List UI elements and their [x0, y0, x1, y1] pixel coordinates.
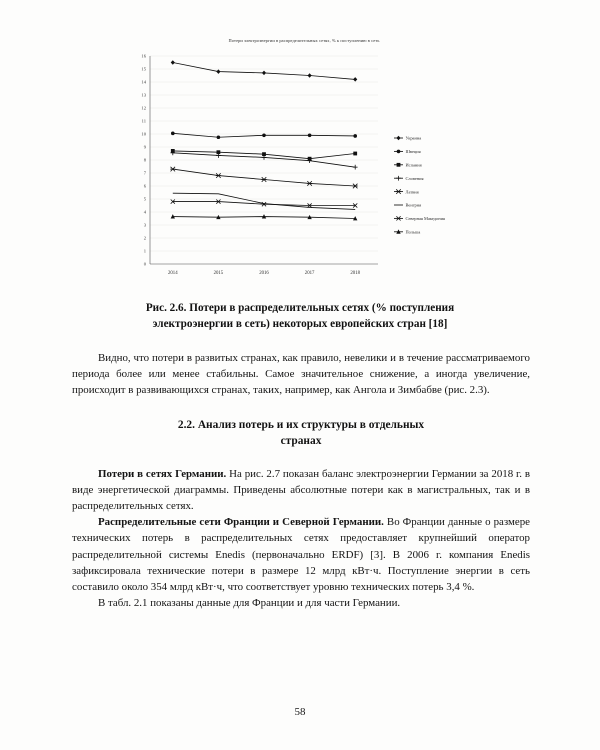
- y-axis-tick-label: 11: [141, 118, 146, 124]
- y-axis-tick-label: 3: [143, 222, 146, 228]
- y-axis-tick-label: 12: [141, 105, 146, 111]
- legend-label: Швеция: [405, 149, 421, 155]
- paragraph-germany: [72, 466, 530, 515]
- paragraph-france-text: Во Франции данные о размере технических потерь в распределительных сетях предоставляет крупнейший оператор распределительной системы Enedis (первоначально ERDF) [3]. В 2006 г. компания Enedis зафиксировала технические потери в размере 12 млрд кВт·ч. Поступление энергии в сеть составило около 354 млрд кВт·ч, что соответствует уровню технических потерь 3,4 %.: [72, 516, 531, 594]
- x-axis-tick-label: 2014: [168, 271, 178, 276]
- legend-label: Венгрия: [405, 202, 422, 208]
- line-chart: [128, 50, 480, 290]
- paragraph-germany-text: На рис. 2.7 показан баланс электроэнергии Германии за 2018 г. в виде энергетической диаграммы. Приведены абсолютные потери как в магистральных, так и в распределительных сетях.: [72, 467, 531, 513]
- legend-label: Испания: [405, 162, 422, 168]
- x-axis-tick-label: 2018: [350, 271, 360, 276]
- legend-item: [394, 216, 445, 221]
- chart-title: Потери электроэнергии в распределительных сетях, % к поступлению в сеть: [228, 38, 380, 43]
- chart-series: [171, 60, 358, 81]
- figure-caption: [98, 300, 502, 332]
- x-axis-tick-label: 2015: [213, 271, 224, 276]
- legend-item: [394, 176, 424, 181]
- y-axis-tick-label: 4: [143, 209, 146, 215]
- y-axis-tick-label: 5: [143, 196, 146, 202]
- y-axis-tick-label: 9: [143, 144, 146, 150]
- legend-item: [394, 136, 421, 141]
- y-axis-tick-label: 7: [143, 170, 146, 176]
- x-axis-tick-label: 2016: [259, 271, 269, 276]
- section-heading-2-2: [72, 417, 530, 450]
- y-axis-tick-label: 16: [141, 53, 146, 59]
- x-axis-tick-label: 2017: [304, 271, 315, 276]
- y-axis-tick-label: 2: [143, 235, 146, 241]
- legend-label: Латвия: [405, 189, 419, 195]
- y-axis-tick-label: 10: [141, 131, 146, 137]
- legend-label: Северная Македония: [405, 216, 445, 222]
- paragraph-france-lead: Распределительные сети Франции и Северной Германии.: [98, 516, 384, 529]
- legend-label: Украина: [405, 135, 422, 141]
- y-axis-tick-label: 15: [141, 66, 146, 72]
- figure-2-6: [128, 38, 480, 290]
- legend-item: [394, 149, 421, 154]
- page-number: 58: [294, 706, 306, 718]
- chart-plot-area: [128, 50, 480, 290]
- legend-label: Словения: [405, 175, 424, 181]
- legend-item: [394, 203, 421, 208]
- legend-item: [394, 163, 422, 168]
- y-axis-tick-label: 1: [143, 248, 146, 254]
- y-axis-tick-label: 8: [143, 157, 146, 163]
- paragraph-intro: Видно, что потери в развитых странах, как правило, невелики и в течение рассматриваемого периода более или менее стабильны. Самое значительное снижение, а иногда увеличение, происходит в развивающихся странах, таких, например, как Ангола и Зимбабве (рис. 2.3).: [72, 352, 530, 397]
- legend-label: Польша: [405, 229, 421, 235]
- paragraph-germany-lead: Потери в сетях Германии.: [98, 467, 227, 480]
- legend-item: [394, 189, 419, 194]
- paragraph-table-ref: В табл. 2.1 показаны данные для Франции и для части Германии.: [98, 597, 401, 610]
- y-axis-tick-label: 6: [143, 183, 146, 189]
- legend-item: [394, 229, 420, 234]
- y-axis-tick-label: 13: [141, 92, 146, 98]
- paragraph-france: [72, 514, 530, 595]
- chart-series: [171, 132, 357, 140]
- section-heading-line-1: 2.2. Анализ потерь и их структуры в отдельных: [177, 418, 425, 431]
- chart-series: [170, 167, 358, 188]
- section-heading-line-2: странах: [280, 435, 322, 448]
- chart-series: [171, 214, 358, 220]
- figure-caption-line-1: Рис. 2.6. Потери в распределительных сетях (% поступления: [145, 302, 455, 314]
- body-column: [72, 350, 530, 611]
- y-axis-tick-label: 0: [143, 261, 146, 267]
- y-axis-tick-label: 14: [141, 79, 146, 85]
- figure-caption-line-2: электроэнергии в сеть) некоторых европейских стран [18]: [152, 318, 448, 330]
